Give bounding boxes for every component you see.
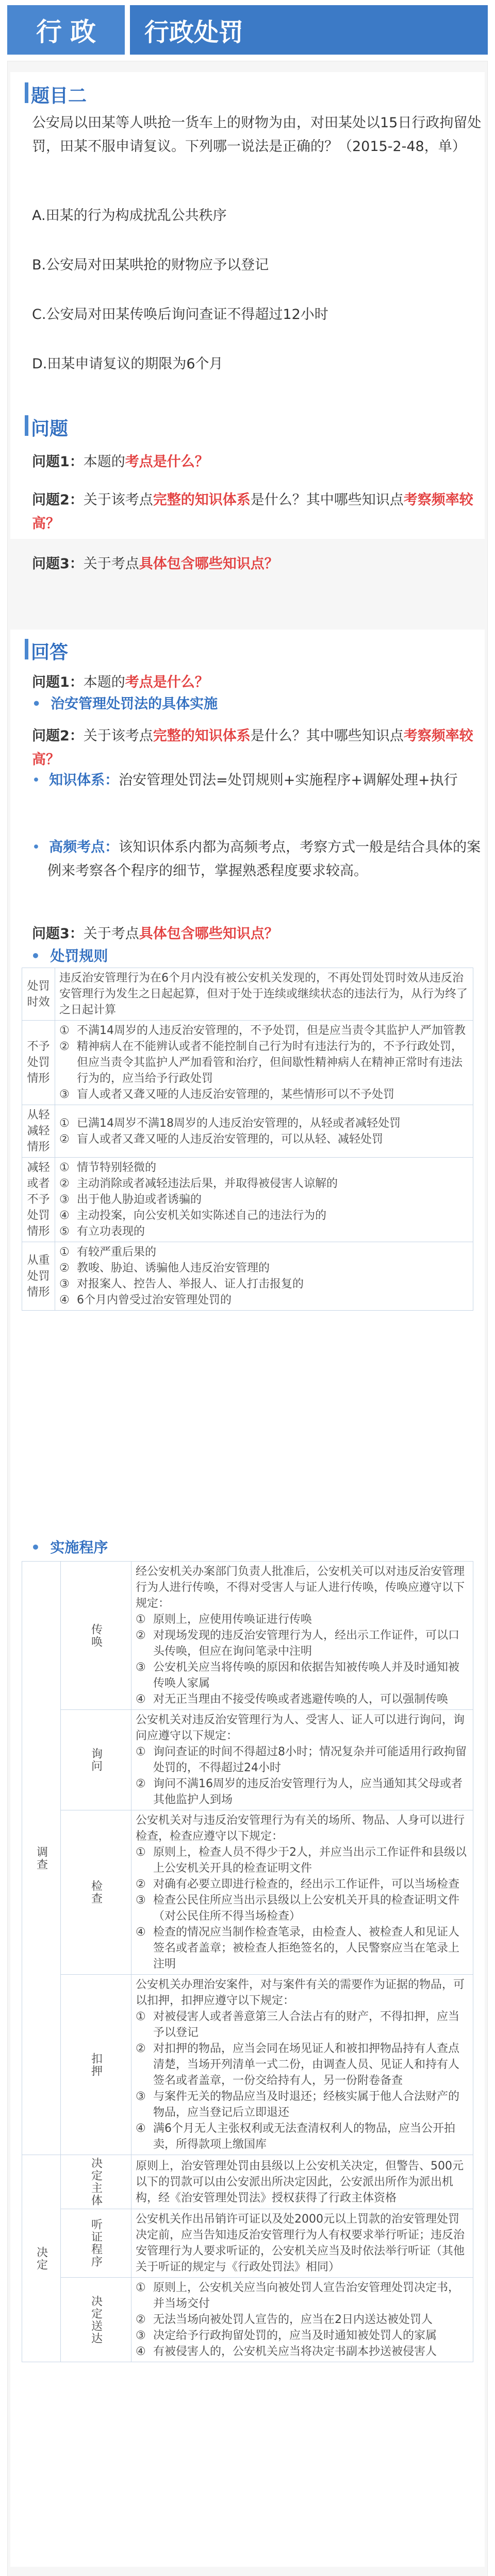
step-intro: 经公安机关办案部门负责人批准后，公安机关可以对违反治安管理行为人进行传唤，不得对受害人与证人进行传唤，传唤应遵守以下规定： (136, 1565, 465, 1610)
item-text: 主动消除或者减轻违法后果，并取得被侵害人谅解的 (77, 1177, 338, 1190)
a-q2-highlight-2: 考察频率较高？ (32, 728, 473, 768)
list-item (136, 1876, 469, 1892)
list-item (59, 1087, 469, 1103)
category-label: 决定 (35, 2246, 48, 2271)
item-number: ① (136, 2010, 146, 2023)
a-q1-highlight: 考点是什么？ (125, 674, 209, 690)
a-q2-prefix: 问题2： (32, 728, 84, 744)
item-number: ① (59, 1161, 70, 1174)
table-row (22, 2278, 473, 2362)
bullet-icon: • (32, 696, 41, 712)
list-item (136, 1628, 469, 1659)
answer-q2 (32, 724, 486, 772)
q3-text: 关于考点 (83, 556, 139, 572)
row-content (55, 1021, 473, 1105)
item-text: 原则上，应使用传唤证进行传唤 (153, 1613, 312, 1626)
system-text: 治安管理处罚法=处罚规则+实施程序+调解处理+执行 (119, 772, 458, 788)
item-number: ② (59, 1262, 70, 1275)
item-number: ④ (136, 2345, 146, 2358)
item-text: 无法当场向被处罚人宣告的，应当在2日内送达被处罚人 (153, 2313, 433, 2326)
step-header (61, 1710, 131, 1810)
wenti-q1 (32, 450, 486, 474)
item-number: ① (136, 1846, 146, 1859)
answer-1 (32, 692, 486, 716)
table-row (22, 1710, 473, 1810)
answer-panel (10, 630, 485, 2567)
q2-text-2: 是什么？其中哪些知识点 (250, 492, 404, 508)
q1-highlight: 考点是什么？ (125, 454, 209, 470)
row-content (55, 968, 473, 1021)
list-item (59, 1208, 469, 1224)
section-bar (25, 415, 28, 436)
item-number: ③ (136, 1661, 146, 1674)
list-item (59, 1260, 469, 1276)
page-title: 行政处罚 (130, 5, 488, 55)
option-d: D.田某申请复议的期限为6个月 (32, 356, 223, 372)
table-row (22, 1975, 473, 2155)
list-item (136, 2121, 469, 2153)
item-text: 原则上，检查人员不得少于2人，并应当出示工作证件和县级以上公安机关开具的检查证明文件 (153, 1846, 467, 1875)
item-number: ③ (136, 2090, 146, 2103)
item-text: 6个月内曾受过治安管理处罚的 (77, 1294, 232, 1307)
step-intro: 公安机关对与违反治安管理行为有关的场所、物品、人身可以进行检查，检查应遵守以下规定： (136, 1814, 465, 1843)
table-row (22, 1105, 473, 1158)
list-item (136, 2009, 469, 2041)
item-number: ② (59, 1040, 70, 1053)
item-number: ③ (136, 1894, 146, 1907)
list-item (59, 1023, 469, 1039)
option-b: B.公安局对田某哄抢的财物应予以登记 (32, 257, 269, 273)
item-number: ② (136, 1777, 146, 1790)
step-content (131, 1710, 473, 1810)
row-header: 从轻减轻情形 (22, 1105, 55, 1158)
step-label: 询问 (89, 1748, 103, 1772)
section-bar (25, 639, 28, 659)
item-text: 不满14周岁的人违反治安管理的，不予处罚，但是应当责令其监护人严加管教 (77, 1024, 466, 1037)
step-intro: 公安机关对违反治安管理行为人、受害人、证人可以进行询问，询问应遵守以下规定： (136, 1714, 465, 1742)
list-item (136, 2041, 469, 2089)
row-header: 处罚时效 (22, 968, 55, 1021)
item-text: 对现场发现的违反治安管理行为人，经出示工作证件，可以口头传唤，但应在询问笔录中注明 (153, 1629, 460, 1658)
step-intro: 公安机关办理治安案件，对与案件有关的需要作为证据的物品，可以扣押，扣押应遵守以下规定： (136, 1978, 465, 2007)
item-text: 对无正当理由不接受传唤或者逃避传唤的人，可以强制传唤 (153, 1693, 449, 1706)
q1-prefix: 问题1： (32, 454, 84, 470)
item-text: 检查的情况应当制作检查笔录，由检查人、被检查人和见证人签名或者盖章；被检查人拒绝签名的，人民警察应当在笔录上注明 (153, 1926, 460, 1971)
question-stem: 公安局以田某等人哄抢一货车上的财物为由，对田某处以15日行政拘留处罚，田某不服申请复议。下列哪一说法是正确的？（2015-2-48，单） (32, 115, 482, 155)
table-row (22, 1562, 473, 1710)
item-text: 盲人或者又聋又哑的人违反治安管理的，可以从轻、减轻处罚 (77, 1132, 384, 1146)
a-q3-highlight: 具体包含哪些知识点？ (139, 926, 278, 942)
item-text: 情节特别轻微的 (77, 1161, 157, 1174)
list-item (59, 1160, 469, 1176)
header (0, 0, 495, 61)
rules-table (22, 968, 473, 1311)
item-number: ③ (59, 1278, 70, 1291)
answer-q3 (32, 922, 486, 946)
step-header (61, 2278, 131, 2362)
item-number: ③ (136, 2329, 146, 2342)
q2-text: 关于该考点 (83, 492, 153, 508)
item-text: 原则上，公安机关应当向被处罚人宣告治安管理处罚决定书，并当场交付 (153, 2281, 460, 2310)
freq-label: 高频考点： (49, 839, 119, 855)
rules-title-text: 处罚规则 (50, 947, 108, 964)
a-q1-text: 本题的 (83, 674, 125, 690)
step-header (61, 2155, 131, 2209)
answer-heading: 回答 (31, 642, 69, 663)
item-text: 与案件无关的物品应当及时退还；经核实属于他人合法财产的物品，应当登记后立即退还 (153, 2090, 460, 2119)
step-label: 扣押 (89, 2052, 103, 2077)
item-number: ③ (59, 1088, 70, 1101)
item-number: ② (136, 2042, 146, 2055)
item-number: ④ (136, 1693, 146, 1706)
step-content (131, 1562, 473, 1710)
row-header: 减轻或者不予处罚情形 (22, 1158, 55, 1242)
procedure-title (31, 1536, 108, 1557)
freq-text: 该知识体系内都为高频考点，考察方式一般是结合具体的案例来考察各个程序的细节，掌握熟悉程度要求较高。 (47, 839, 481, 879)
a-q2-text: 关于该考点 (83, 728, 153, 744)
item-number: ② (136, 2313, 146, 2326)
step-header (61, 1975, 131, 2155)
q1-text: 本题的 (83, 454, 125, 470)
q2-highlight-1: 完整的知识体系 (153, 492, 251, 508)
table-row (22, 1242, 473, 1311)
step-content (131, 2209, 473, 2278)
option-c: C.公安局对田某传唤后询问查证不得超过12小时 (32, 307, 328, 323)
list-item (59, 1131, 469, 1147)
item-number: ③ (59, 1193, 70, 1206)
step-text: 公安机关作出吊销许可证以及处2000元以上罚款的治安管理处罚决定前，应当告知违反治安管理行为人有权要求举行听证；违反治安管理行为人要求听证的，公安机关应当及时依法举行听证（其他关于听证的规定与《行政处罚法》相同） (136, 2213, 465, 2274)
step-label: 传唤 (89, 1623, 103, 1648)
q3-prefix: 问题3： (32, 556, 84, 572)
item-text: 对被侵害人或者善意第三人合法占有的财产，不得扣押，应当予以登记 (153, 2010, 460, 2039)
q3-highlight: 具体包含哪些知识点？ (139, 556, 278, 572)
item-number: ② (59, 1132, 70, 1146)
step-content (131, 2278, 473, 2362)
list-item (136, 1776, 469, 1808)
a-q3-prefix: 问题3： (32, 926, 84, 942)
item-text: 有较严重后果的 (77, 1246, 157, 1259)
list-item (136, 1691, 469, 1707)
item-text: 对扣押的物品，应当会同在场见证人和被扣押物品持有人查点清楚，当场开列清单一式二份，由调查人员、见证人和持有人签名或者盖章，一份交给持有人，另一份附卷备查 (153, 2042, 460, 2087)
item-text: 检查公民住所应当出示县级以上公安机关开具的检查证明文件（对公民住所不得当场检查） (153, 1894, 460, 1923)
item-number: ② (136, 1629, 146, 1642)
item-number: ④ (136, 2122, 146, 2135)
row-header: 不予处罚情形 (22, 1021, 55, 1105)
item-number: ① (136, 2281, 146, 2294)
step-header (61, 1562, 131, 1710)
list-item (136, 1612, 469, 1628)
bullet-icon: • (32, 839, 40, 855)
step-label: 决定主体 (89, 2157, 103, 2207)
category-cell (22, 1562, 61, 2155)
list-item (59, 1115, 469, 1131)
answer-1-text: 治安管理处罚法的具体实施 (51, 696, 218, 712)
list-item (136, 2280, 469, 2312)
item-text: 盲人或者又聋又哑的人违反治安管理的，某些情形可以不予处罚 (77, 1088, 395, 1101)
list-item (136, 2089, 469, 2121)
list-item (136, 1659, 469, 1691)
rules-title (31, 945, 108, 965)
bullet-icon: • (32, 772, 40, 788)
list-item (136, 2328, 469, 2344)
table-row (22, 1810, 473, 1975)
knowledge-system (32, 769, 486, 792)
list-item (136, 1744, 469, 1776)
item-number: ① (136, 1745, 146, 1758)
bullet-icon: • (31, 947, 40, 964)
list-item (136, 1844, 469, 1876)
category-cell (22, 2155, 61, 2362)
a-q3-text: 关于考点 (83, 926, 139, 942)
q2-highlight-2: 考察频率较高？ (32, 492, 473, 532)
item-number: ① (59, 1246, 70, 1259)
q2-prefix: 问题2： (32, 492, 84, 508)
item-text: 教唆、胁迫、诱骗他人违反治安管理的 (77, 1262, 270, 1275)
item-number: ④ (59, 1294, 70, 1307)
table-row (22, 2209, 473, 2278)
row-content (55, 1105, 473, 1158)
step-header (61, 2209, 131, 2278)
item-number: ① (59, 1024, 70, 1037)
bullet-icon: • (31, 1539, 40, 1556)
table-row (22, 968, 473, 1021)
item-number: ④ (59, 1209, 70, 1222)
list-item (59, 1176, 469, 1192)
question-panel (10, 72, 485, 572)
row-header: 从重处罚情形 (22, 1242, 55, 1311)
item-number: ① (136, 1613, 146, 1626)
list-item (59, 1224, 469, 1240)
answer-q1 (32, 671, 486, 694)
item-text: 主动投案，向公安机关如实陈述自己的违法行为的 (77, 1209, 327, 1222)
item-text: 有立功表现的 (77, 1225, 145, 1238)
section-bar (25, 82, 28, 103)
step-text: 原则上，治安管理处罚由县级以上公安机关决定，但警告、500元以下的罚款可以由公安派出所决定因此，公安派出所作为派出机构，经《治安管理处罚法》授权获得了行政主体资格 (136, 2159, 464, 2205)
wenti-q2 (32, 488, 486, 536)
item-text: 精神病人在不能辨认或者不能控制自己行为时有违法行为的，不予行政处罚，但应当责令其监护人严加看管和治疗，但间歇性精神病人在精神正常时有违法行为的，应当给予行政处罚 (77, 1040, 463, 1085)
list-item (136, 1892, 469, 1924)
wenti-heading: 问题 (31, 418, 69, 439)
item-number: ① (59, 1116, 70, 1130)
step-label: 检查 (89, 1880, 103, 1905)
item-number: ② (136, 1878, 146, 1891)
item-text: 有被侵害人的，公安机关应当将决定书副本抄送被侵害人 (153, 2345, 437, 2358)
item-text: 违反治安管理行为在6个月内没有被公安机关发现的，不再处罚处罚时效从违反治安管理行为发生之日起起算，但对于处于连续或继续状态的违法行为，从行为终了之日起计算 (59, 972, 468, 1016)
category-tag: 行政 (7, 5, 125, 55)
procedure-table (22, 1561, 473, 2362)
a-q2-highlight-1: 完整的知识体系 (153, 728, 251, 744)
item-text: 决定给予行政拘留处罚的，应当及时通知被处罚人的家属 (153, 2329, 437, 2342)
list-item (59, 1244, 469, 1260)
item-number: ④ (136, 1926, 146, 1939)
list-item (59, 1276, 469, 1292)
step-label: 决定送达 (89, 2295, 103, 2345)
a-q1-prefix: 问题1： (32, 674, 84, 690)
item-text: 公安机关应当将传唤的原因和依据告知被传唤人并及时通知被传唤人家属 (153, 1661, 460, 1690)
a-q2-text-2: 是什么？其中哪些知识点 (250, 728, 404, 744)
item-text: 对确有必要立即进行检查的，经出示工作证件，可以当场检查 (153, 1878, 460, 1891)
step-content (131, 1810, 473, 1975)
high-frequency (32, 836, 486, 883)
item-text: 出于他人胁迫或者诱骗的 (77, 1193, 202, 1206)
step-content (131, 2155, 473, 2209)
wenti-q3 (32, 552, 486, 576)
table-row (22, 1021, 473, 1105)
step-label: 听证程序 (89, 2218, 103, 2268)
item-text: 询问查证的时间不得超过8小时；情况复杂并可能适用行政拘留处罚的，不得超过24小时 (153, 1745, 467, 1774)
list-item (59, 1039, 469, 1087)
item-text: 满6个月无人主张权利或无法查清权利人的物品，应当公开拍卖，所得款项上缴国库 (153, 2122, 455, 2151)
row-content (55, 1242, 473, 1311)
step-content (131, 1975, 473, 2155)
step-header (61, 1810, 131, 1975)
item-text: 询问不满16周岁的违反治安管理行为人，应当通知其父母或者其他监护人到场 (153, 1777, 463, 1806)
item-text: 已满14周岁不满18周岁的人违反治安管理的，从轻或者减轻处罚 (77, 1116, 401, 1130)
list-item (136, 1924, 469, 1972)
procedure-title-text: 实施程序 (50, 1539, 108, 1556)
row-content (55, 1158, 473, 1242)
list-item (136, 2344, 469, 2360)
list-item (59, 1292, 469, 1308)
category-label: 调查 (35, 1845, 48, 1871)
item-text: 对报案人、控告人、举报人、证人打击报复的 (77, 1278, 304, 1291)
system-label: 知识体系： (49, 772, 119, 788)
item-number: ② (59, 1177, 70, 1190)
table-row (22, 2155, 473, 2209)
question-heading: 题目二 (31, 86, 87, 107)
list-item (136, 2312, 469, 2328)
option-a: A.田某的行为构成扰乱公共秩序 (32, 208, 227, 224)
table-row (22, 1158, 473, 1242)
item-number: ⑤ (59, 1225, 70, 1238)
list-item (59, 1192, 469, 1208)
